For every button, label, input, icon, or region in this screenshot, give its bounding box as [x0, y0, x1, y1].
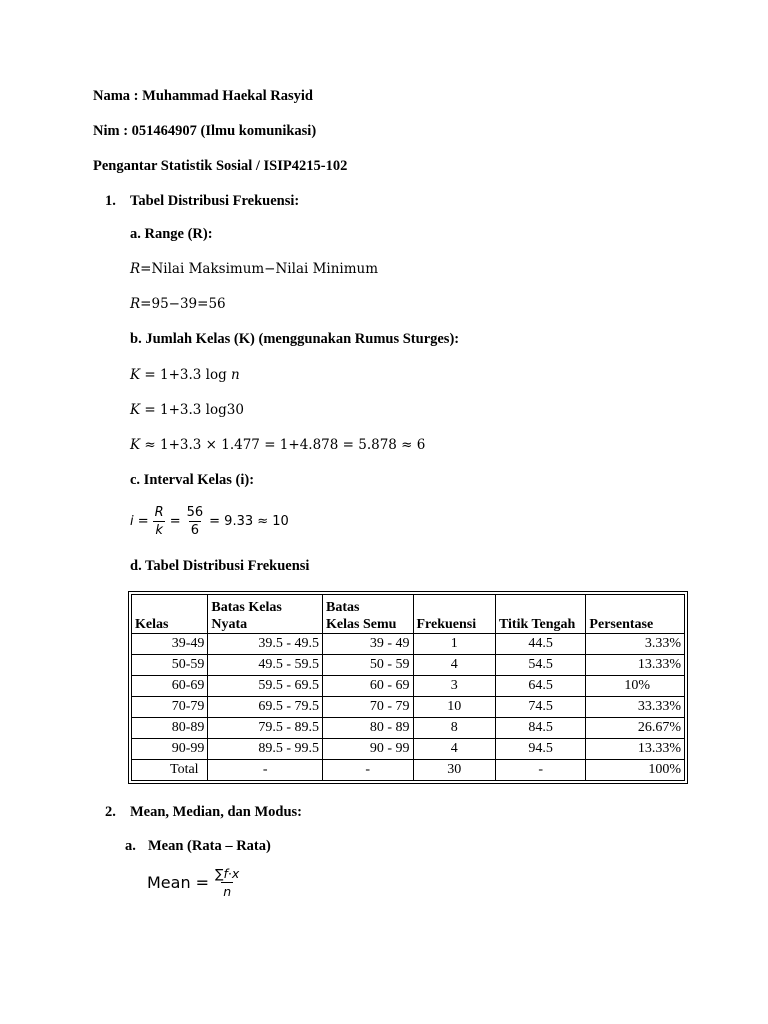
cell-frekuensi: 30: [413, 759, 495, 780]
cell-frekuensi: 8: [413, 717, 495, 738]
mean-title: Mean (Rata – Rata): [148, 838, 271, 854]
table-row: [131, 696, 684, 717]
cell-titik-tengah: 74.5: [495, 696, 585, 717]
table-row: [131, 633, 684, 654]
cell-batas-nyata: 69.5 - 79.5: [207, 696, 322, 717]
cell-batas-semu: 50 - 59: [322, 654, 412, 675]
cell-kelas: 90-99: [131, 738, 207, 759]
cell-kelas: 60-69: [131, 675, 207, 696]
cell-kelas: 39-49: [131, 633, 207, 654]
table-title: d. Tabel Distribusi Frekuensi: [130, 558, 310, 574]
cell-kelas: 80-89: [131, 717, 207, 738]
section2-number: 2.: [105, 804, 116, 820]
sturges-formula: K = 1+3.3 log n: [130, 367, 240, 383]
student-name: Nama : Muhammad Haekal Rasyid: [93, 88, 313, 104]
cell-persentase: 33.33%: [585, 696, 684, 717]
cell-batas-semu: 90 - 99: [322, 738, 412, 759]
section1-number: 1.: [105, 193, 116, 209]
cell-titik-tengah: 44.5: [495, 633, 585, 654]
frequency-table-frame: [128, 591, 688, 784]
range-calc: R=95−39=56: [130, 296, 226, 312]
cell-titik-tengah: 64.5: [495, 675, 585, 696]
cell-batas-semu: 39 - 49: [322, 633, 412, 654]
cell-titik-tengah: 84.5: [495, 717, 585, 738]
cell-kelas: 70-79: [131, 696, 207, 717]
cell-kelas: 50-59: [131, 654, 207, 675]
cell-persentase: 10%: [585, 675, 684, 696]
cell-batas-nyata: -: [207, 759, 322, 780]
range-title: a. Range (R):: [130, 226, 213, 242]
header-titik-tengah: Titik Tengah: [495, 594, 585, 633]
cell-titik-tengah: 94.5: [495, 738, 585, 759]
cell-frekuensi: 1: [413, 633, 495, 654]
section2-title: Mean, Median, dan Modus:: [130, 804, 303, 820]
cell-kelas: Total: [131, 759, 207, 780]
sturges-substitution: K = 1+3.3 log30: [130, 402, 244, 418]
table-row: [131, 738, 684, 759]
cell-batas-nyata: 39.5 - 49.5: [207, 633, 322, 654]
course-title: Pengantar Statistik Sosial / ISIP4215-102: [93, 158, 348, 174]
header-batas-semu: Batas Kelas Semu: [322, 594, 412, 633]
section1-title: Tabel Distribusi Frekuensi:: [130, 193, 300, 209]
cell-frekuensi: 3: [413, 675, 495, 696]
cell-frekuensi: 4: [413, 654, 495, 675]
cell-batas-nyata: 89.5 - 99.5: [207, 738, 322, 759]
header-batas-nyata: Batas Kelas Nyata: [207, 594, 322, 633]
cell-persentase: 3.33%: [585, 633, 684, 654]
interval-title: c. Interval Kelas (i):: [130, 472, 255, 488]
cell-batas-semu: -: [322, 759, 412, 780]
cell-batas-semu: 60 - 69: [322, 675, 412, 696]
cell-titik-tengah: -: [495, 759, 585, 780]
cell-persentase: 26.67%: [585, 717, 684, 738]
cell-persentase: 13.33%: [585, 654, 684, 675]
header-frekuensi: Frekuensi: [413, 594, 495, 633]
table-row: [131, 654, 684, 675]
mean-formula: Mean = $\frac{\sum f\cdot x}{n}$: [147, 866, 240, 899]
header-persentase: Persentase: [585, 594, 684, 633]
header-kelas: Kelas: [131, 594, 207, 633]
range-formula: R=Nilai Maksimum−Nilai Minimum: [130, 261, 379, 277]
table-header-row: [131, 594, 684, 633]
cell-persentase: 13.33%: [585, 738, 684, 759]
cell-persentase: 100%: [585, 759, 684, 780]
student-nim: Nim : 051464907 (Ilmu komunikasi): [93, 123, 317, 139]
sturges-result: K ≈ 1+3.3 × 1.477 = 1+4.878 = 5.878 ≈ 6: [130, 437, 426, 453]
cell-titik-tengah: 54.5: [495, 654, 585, 675]
cell-frekuensi: 4: [413, 738, 495, 759]
cell-batas-nyata: 49.5 - 59.5: [207, 654, 322, 675]
table-total-row: [131, 759, 684, 780]
class-count-title: b. Jumlah Kelas (K) (menggunakan Rumus Sturges):: [130, 331, 460, 347]
table-row: [131, 675, 684, 696]
interval-formula: i = $\frac{R}{k}$ = $\frac{56}{6}$ = 9.33 ≈ 10: [130, 505, 289, 538]
cell-batas-semu: 70 - 79: [322, 696, 412, 717]
mean-number: a.: [125, 838, 136, 854]
cell-batas-nyata: 59.5 - 69.5: [207, 675, 322, 696]
cell-frekuensi: 10: [413, 696, 495, 717]
table-row: [131, 717, 684, 738]
cell-batas-semu: 80 - 89: [322, 717, 412, 738]
cell-batas-nyata: 79.5 - 89.5: [207, 717, 322, 738]
frequency-table: [131, 594, 685, 781]
